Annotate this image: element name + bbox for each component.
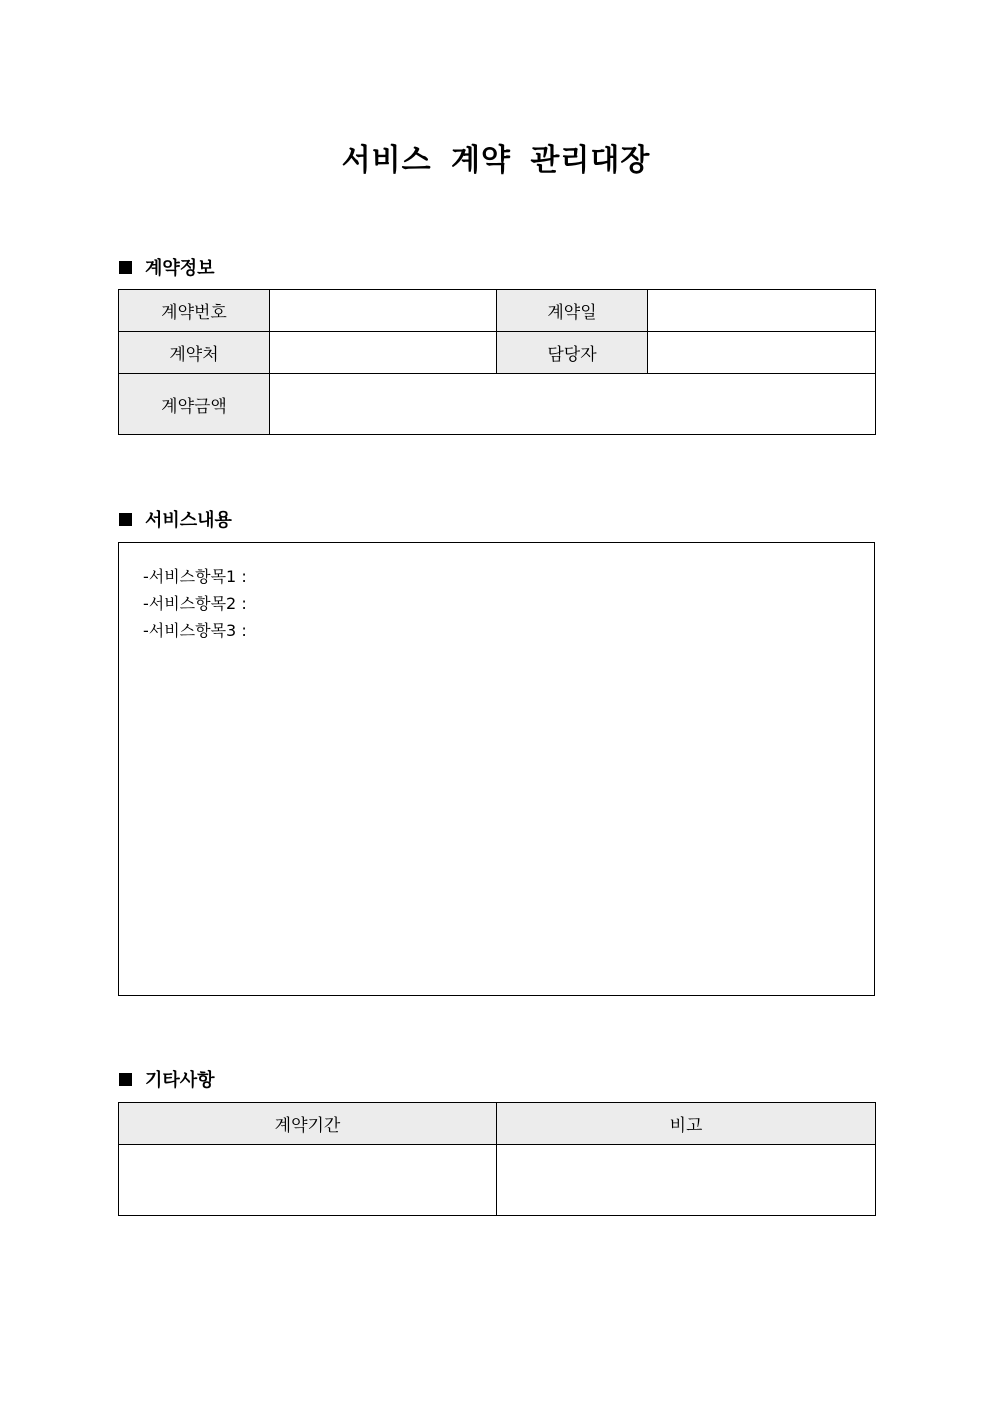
square-bullet-icon bbox=[119, 261, 132, 274]
table-row bbox=[119, 332, 876, 374]
manager-label: 담당자 bbox=[497, 332, 648, 374]
table-row bbox=[119, 290, 876, 332]
table-row bbox=[119, 374, 876, 435]
page-title: 서비스 계약 관리대장 bbox=[341, 143, 651, 178]
manager-field[interactable] bbox=[648, 332, 876, 374]
service-item: -서비스항목3 : bbox=[143, 621, 247, 640]
square-bullet-icon bbox=[119, 1073, 132, 1086]
contract-period-header: 계약기간 bbox=[119, 1103, 497, 1145]
contractor-label: 계약처 bbox=[119, 332, 270, 374]
contract-date-field[interactable] bbox=[648, 290, 876, 332]
service-item: -서비스항목2 : bbox=[143, 594, 247, 613]
section-title: 기타사항 bbox=[145, 1070, 215, 1091]
amount-field[interactable] bbox=[270, 374, 876, 435]
contract-period-field[interactable] bbox=[119, 1145, 497, 1216]
section-heading-others bbox=[119, 1066, 215, 1092]
service-content-box[interactable] bbox=[118, 542, 875, 996]
contract-info-table bbox=[118, 289, 876, 435]
service-item: -서비스항목1 : bbox=[143, 567, 247, 586]
contractor-field[interactable] bbox=[270, 332, 497, 374]
remarks-header: 비고 bbox=[497, 1103, 876, 1145]
section-heading-contract-info bbox=[119, 254, 215, 280]
section-heading-service-content bbox=[119, 506, 232, 532]
table-header-row bbox=[119, 1103, 876, 1145]
contract-no-field[interactable] bbox=[270, 290, 497, 332]
others-table bbox=[118, 1102, 876, 1216]
section-title: 계약정보 bbox=[145, 258, 215, 279]
contract-date-label: 계약일 bbox=[497, 290, 648, 332]
square-bullet-icon bbox=[119, 513, 132, 526]
amount-label: 계약금액 bbox=[119, 374, 270, 435]
remarks-field[interactable] bbox=[497, 1145, 876, 1216]
contract-no-label: 계약번호 bbox=[119, 290, 270, 332]
section-title: 서비스내용 bbox=[145, 510, 232, 531]
table-row bbox=[119, 1145, 876, 1216]
service-item-list bbox=[119, 543, 874, 644]
